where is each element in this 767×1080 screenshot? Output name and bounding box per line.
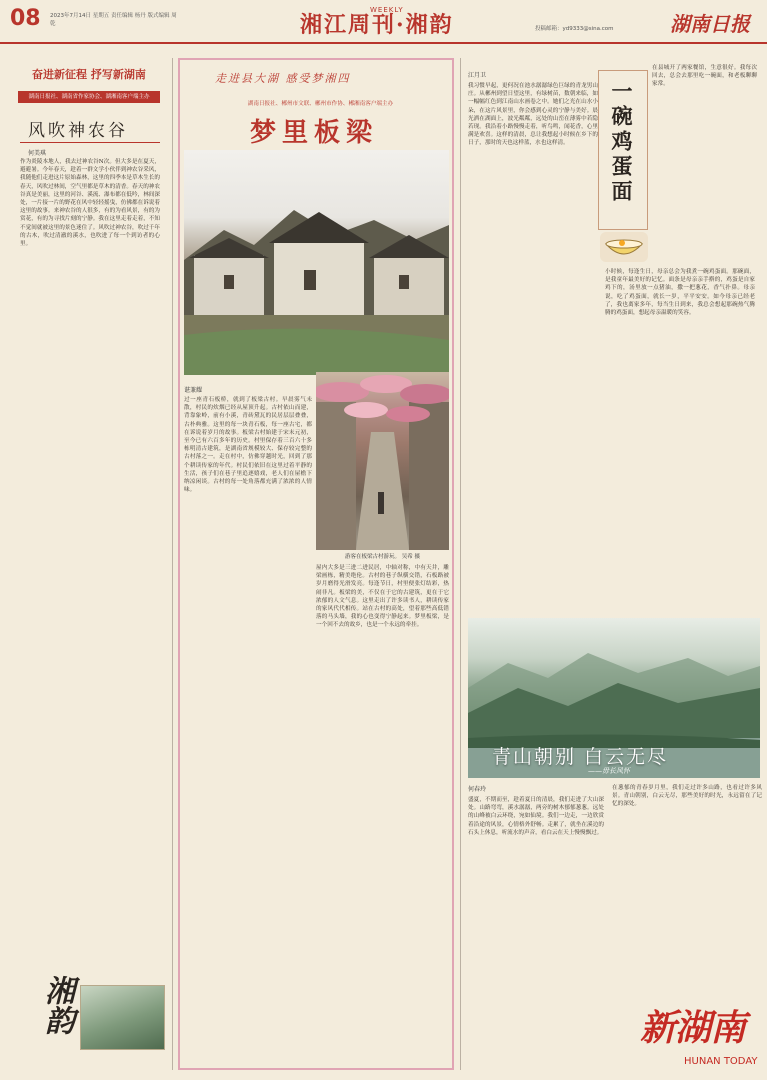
organizer-banner: 湖南日报社、湖南省作家协会、湖湘南客户端主办 <box>18 91 160 103</box>
alley-photo <box>316 372 449 550</box>
issue-meta: 2023年7月14日 星期五 责任编辑 杨丹 版式编辑 周乾 <box>50 13 177 27</box>
second-article-body: 盛夏，不期而至，趁着夏日的清晨，我们走进了大山深处。山路弯弯，溪水潺潺，两旁的树木郁郁葱葱。远处的山峰被白云环绕，宛如仙境。我们一边走，一边欣赏着沿途的风景，心情格外舒畅。走累了，就坐在溪边的石头上休息，听流水的声音，看白云在天上慢慢飘过。 <box>468 797 604 836</box>
brand-logo: 新湖南 <box>640 1007 746 1049</box>
feature-body-col2: 屋内大多是三进二进民居，中轴对称，中有天井，雕梁画栋，精美绝伦。古村的巷子纵横交错，石板路被岁月磨得光滑发亮。每逢节日，村里便张灯结彩，热闹非凡。板梁的美，不仅在于它的古建筑，更在于它浓郁的人文气息。这里走出了许多读书人，耕读传家的家风代代相传。站在古村的高处，望着那些高低错落的马头墙，我的心也变得宁静起来。梦里板梁，是一个回不去的故乡，也是一个永远的牵挂。 <box>316 565 449 629</box>
column-divider <box>460 58 461 1070</box>
village-illustration <box>184 150 449 375</box>
second-article-body-cont: 在葱郁的青春岁月里，我们走过许多山路，也看过许多风景。青山朝别，白云无尽，那些美好的时光，永远留在了记忆的深处。 <box>612 785 762 808</box>
calligraphy-emblem: 湘韵 <box>39 975 74 1035</box>
right-article-author: 江月卫 <box>468 72 487 79</box>
essay-body: 小时候，每逢生日，母亲总会为我煮一碗鸡蛋面。那碗面，是我童年最美好的记忆。面条是母亲亲手擀的，鸡蛋是自家鸡下的，汤里放一点猪油，撒一把葱花，香气扑鼻。母亲说，吃了鸡蛋面，就长一岁，平平安安。如今母亲已经老了，我也离家多年，每当生日到来，我总会想起那碗热气腾腾的鸡蛋面，想起母亲温暖的笑容。 <box>605 269 755 317</box>
right-article-body: 我习惯早起，更何况在池水潺潺绿色巨绿的青龙男山庄。从郴州到望日望这里，有绿树苗，数朝来临，如一幅幅红色到江南山水画卷之中。她们之光在山水小朵，在这片风景里，你会感到心灵的宁静与美好。晨光洒在湖面上，波光粼粼，远处的山峦在薄雾中若隐若现。我沿着小路慢慢走着，听鸟鸣，闻花香，心里满是欢喜。这样的清晨，总让我想起小时候在乡下的日子，那时的天也这样蓝，水也这样清。 <box>468 83 598 147</box>
feature-tagline: 走进县大湖 感受梦湘四 <box>215 72 351 85</box>
contact-email: 投稿邮箱：yd9333@sina.com <box>535 26 614 32</box>
feature-title: 梦里板梁 <box>250 118 379 148</box>
photo-caption: 游客在板梁古村游玩。 吴希 摄 <box>345 554 420 560</box>
left-article-title: 风吹神农谷 <box>28 121 128 141</box>
bowl-icon <box>600 232 648 262</box>
column-slogan: 奋进新征程 抒写新湖南 <box>32 68 146 81</box>
landscape-title: 青山朝别 白云无尽 <box>492 746 669 768</box>
section-title: 湘江周刊·湘韵 <box>300 12 454 38</box>
brand-english: HUNAN TODAY <box>684 1056 758 1067</box>
page-number: 08 <box>10 6 41 31</box>
divider <box>20 142 160 143</box>
essay-title: 一碗鸡蛋面 <box>609 80 634 205</box>
left-article-body: 作为炎陵本地人，我去过神农谷N次。但大多是在夏天，避避暑。今年春天，趁着一群文学小伙伴到神农谷采风，我随他们走进这片原始森林，这里的四季本是草木生长的春天，风吹过林间，空气里都是草木的清香。春天的神农谷真是美丽，这里的河谷、溪流、瀑布都在低吟，林间深处，一片接一片的野花在风中轻轻摇曳，仿佛都在诉说着这里的故事。来神农谷的人很多，有的为看风景，有的为赏花，有的为寻找片刻的宁静。我在这里走着走着，不知不觉间就被这里的景色迷住了。风吹过神农谷，吹过千年的古木，吹过清澈的溪水，也吹进了每一个到访者的心里。 <box>20 159 160 248</box>
landscape-author: ——毋长风怀 <box>588 767 630 775</box>
feature-body-col1: 过一座青石板桥，就到了板梁古村。早晨雾气未散，村民的炊烟已经从屋顶升起。古村依山而建，背靠象岭，前有小溪，青砖黛瓦的民居层层叠叠，古朴典雅。这里的每一块青石板，每一座古宅，都在诉说着岁月的故事。板梁古村始建于宋末元初，至今已有六百多年的历史。村里保存着三百六十多栋明清古建筑，是湖南省规模较大、保存较完整的古村落之一。走在村中，仿佛穿越时光，回到了那个耕读传家的年代。村民们依旧在这里过着平静的生活，孩子们在巷子里追逐嬉戏，老人们在屋檐下纳凉闲谈。古村的每一处角落都充满了浓浓的人情味。 <box>184 397 312 494</box>
left-article-author: 何美琪 <box>28 150 47 157</box>
landscape-inset-photo <box>80 985 165 1050</box>
second-article-author: 何春玲 <box>468 786 487 793</box>
feature-organizers: 湖南日报社、郴州市文联、郴州市作协、郴湘南客户端主办 <box>247 101 394 107</box>
column-divider <box>172 58 173 1070</box>
noodle-bowl-illustration <box>600 232 648 262</box>
village-photo <box>184 150 449 375</box>
weekly-label: WEEKLY <box>370 6 404 14</box>
newspaper-logo: 湖南日报 <box>670 12 750 36</box>
feature-author: 谌兼耀 <box>184 387 203 394</box>
umbrella-alley-illustration <box>316 372 449 550</box>
essay-body-top: 在县城开了两家餐馆，生意很好。我每次回去，总会去那里吃一碗面，和老板聊聊家常。 <box>652 65 757 88</box>
